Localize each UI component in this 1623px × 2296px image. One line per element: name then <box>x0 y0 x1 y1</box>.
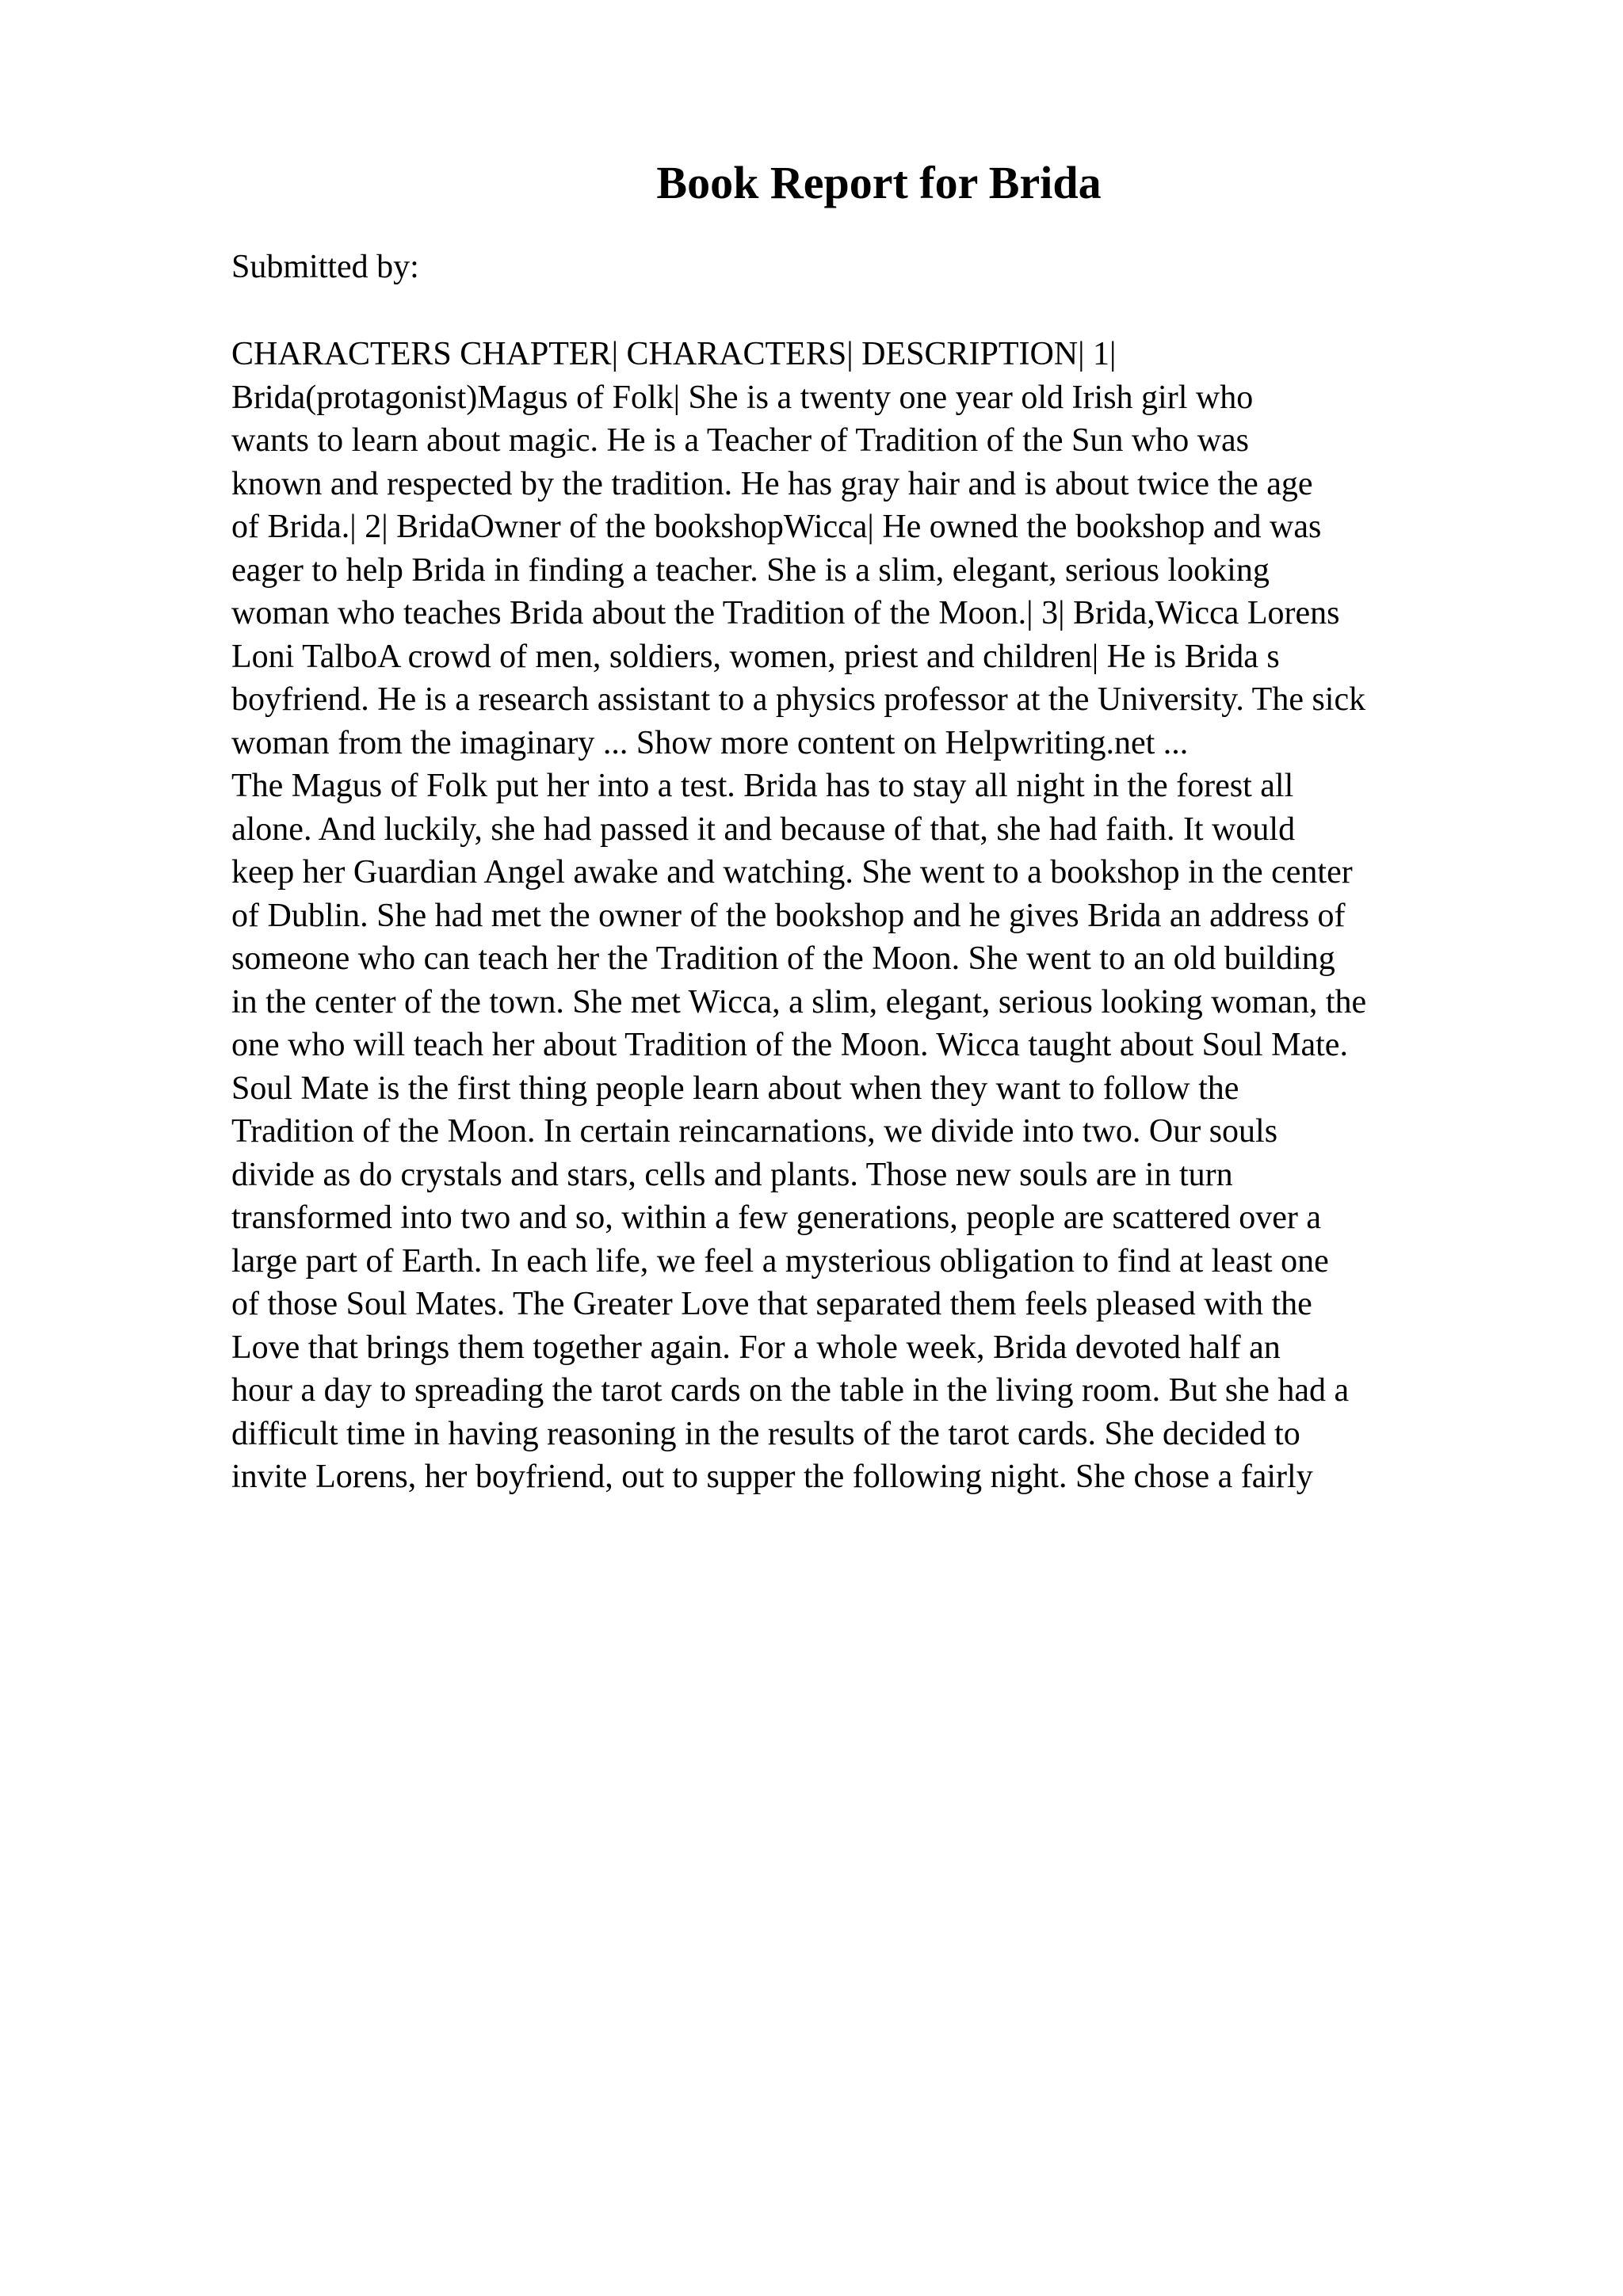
body-line: invite Lorens, her boyfriend, out to supper the following night. She chose a fairly <box>231 1459 1313 1495</box>
body-line: woman from the imaginary ... Show more content on Helpwriting.net ... <box>231 724 1189 761</box>
submitted-by-label: Submitted by: <box>231 249 419 285</box>
body-line: Brida(protagonist)Magus of Folk| She is a twenty one year old Irish girl who <box>231 379 1254 416</box>
body-line: The Magus of Folk put her into a test. Brida has to stay all night in the forest all <box>231 768 1294 804</box>
body-line: in the center of the town. She met Wicca, a slim, elegant, serious looking woman, the <box>231 983 1367 1020</box>
body-line: transformed into two and so, within a few generations, people are scattered over a <box>231 1199 1322 1236</box>
report-body <box>231 333 1515 1499</box>
body-line: of Dublin. She had met the owner of the bookshop and he gives Brida an address of <box>231 897 1346 934</box>
body-line: someone who can teach her the Tradition of the Moon. She went to an old building <box>231 940 1335 977</box>
body-line: large part of Earth. In each life, we feel a mysterious obligation to find at least one <box>231 1242 1329 1280</box>
body-line: one who will teach her about Tradition of the Moon. Wicca taught about Soul Mate. <box>231 1027 1348 1063</box>
body-line: boyfriend. He is a research assistant to a physics professor at the University. The sick <box>231 681 1366 718</box>
body-line: alone. And luckily, she had passed it and because of that, she had faith. It would <box>231 810 1296 848</box>
body-line: Loni TalboA crowd of men, soldiers, women, priest and children| He is Brida s <box>231 638 1280 675</box>
body-line: woman who teaches Brida about the Tradition of the Moon.| 3| Brida,Wicca Lorens <box>231 595 1340 631</box>
body-line: Soul Mate is the first thing people learn about when they want to follow the <box>231 1070 1239 1107</box>
body-line: eager to help Brida in finding a teacher. She is a slim, elegant, serious looking <box>231 551 1270 589</box>
body-line: of those Soul Mates. The Greater Love that separated them feels pleased with the <box>231 1286 1312 1322</box>
body-line: CHARACTERS CHAPTER| CHARACTERS| DESCRIPTION| 1| <box>231 336 1117 372</box>
body-line: hour a day to spreading the tarot cards on the table in the living room. But she had a <box>231 1372 1350 1409</box>
body-line: of Brida.| 2| BridaOwner of the bookshopWicca| He owned the bookshop and was <box>231 509 1322 545</box>
body-line: divide as do crystals and stars, cells and plants. Those new souls are in turn <box>231 1156 1233 1193</box>
body-line: Tradition of the Moon. In certain reincarnations, we divide into two. Our souls <box>231 1113 1278 1150</box>
body-line: difficult time in having reasoning in the results of the tarot cards. She decided to <box>231 1415 1300 1452</box>
page-title: Book Report for Brida <box>656 157 1102 208</box>
body-line: keep her Guardian Angel awake and watching. She went to a bookshop in the center <box>231 854 1353 891</box>
body-line: wants to learn about magic. He is a Teacher of Tradition of the Sun who was <box>231 422 1250 459</box>
body-line: known and respected by the tradition. He has gray hair and is about twice the age <box>231 465 1313 502</box>
body-line: Love that brings them together again. For a whole week, Brida devoted half an <box>231 1329 1281 1366</box>
